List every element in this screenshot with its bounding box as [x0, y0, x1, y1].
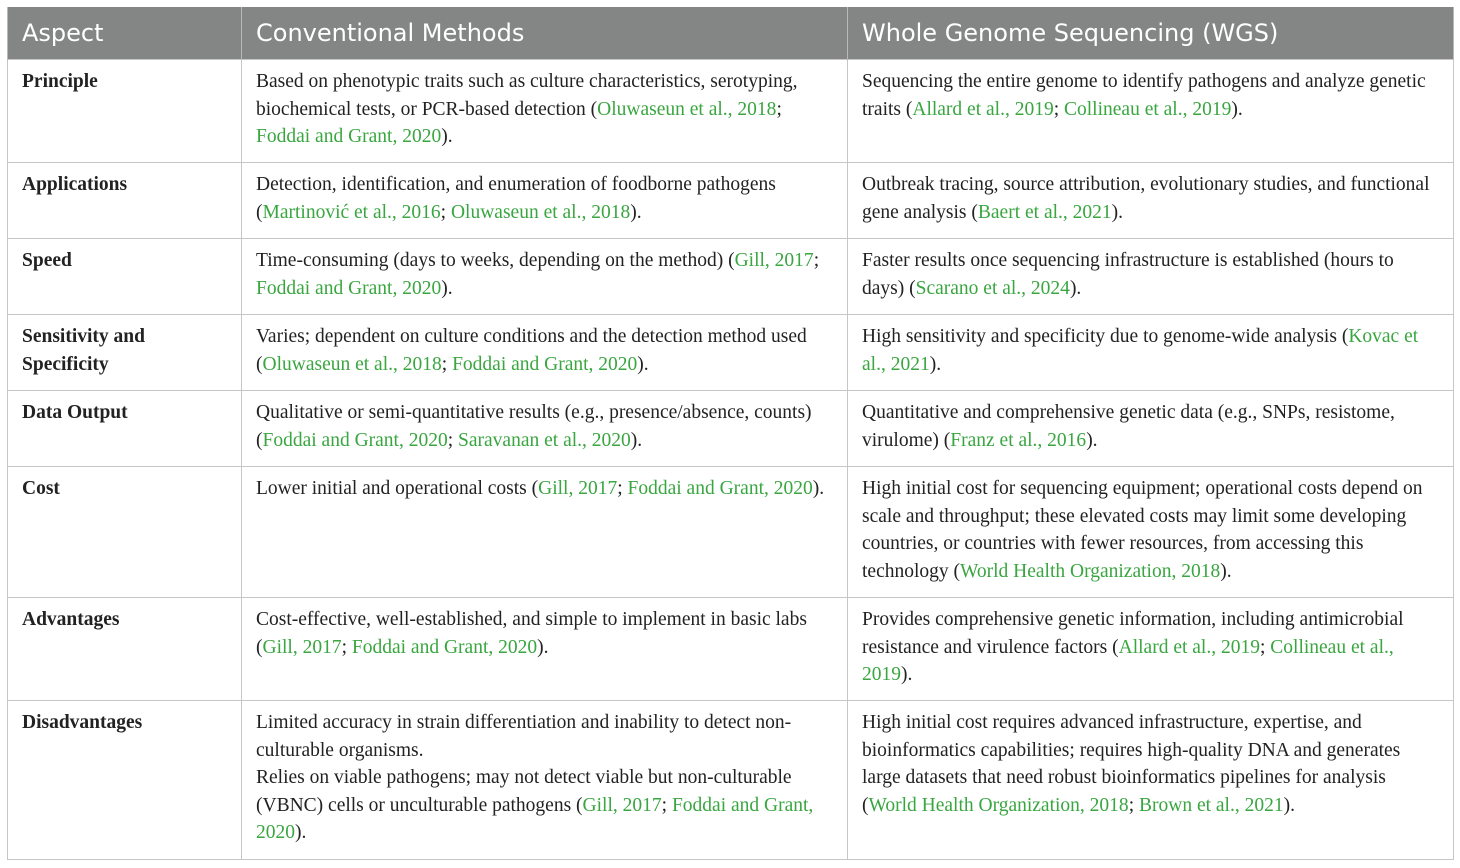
table-row: [8, 598, 1454, 701]
wgs-cell: Sequencing the entire genome to identify pathogens and analyze genetic traits (Allard et al., 2019; Collineau et al., 2019).: [848, 60, 1454, 163]
conventional-cell: Qualitative or semi-quantitative results (e.g., presence/absence, counts) (Foddai and Grant, 2020; Saravanan et al., 2020).: [242, 391, 848, 467]
aspect-cell: Principle: [8, 60, 242, 163]
citation-link[interactable]: Collineau et al., 2019: [862, 636, 1394, 686]
wgs-cell: Quantitative and comprehensive genetic data (e.g., SNPs, resistome, virulome) (Franz et al., 2016).: [848, 391, 1454, 467]
aspect-cell: Speed: [8, 239, 242, 315]
conventional-cell: Varies; dependent on culture conditions and the detection method used (Oluwaseun et al., 2018; Foddai and Grant, 2020).: [242, 315, 848, 391]
conventional-cell: Cost-effective, well-established, and simple to implement in basic labs (Gill, 2017; Foddai and Grant, 2020).: [242, 598, 848, 701]
table-row: [8, 239, 1454, 315]
citation-link[interactable]: Allard et al., 2019: [912, 98, 1054, 120]
citation-link[interactable]: Foddai and Grant, 2020: [256, 126, 442, 148]
table-row: [8, 467, 1454, 598]
citation-link[interactable]: Foddai and Grant, 2020: [351, 636, 538, 658]
table-row: [8, 701, 1454, 860]
citation-link[interactable]: Kovac et al., 2021: [862, 326, 1419, 375]
citation-link[interactable]: Martinović et al., 2016: [262, 201, 441, 223]
conventional-cell: Lower initial and operational costs (Gill, 2017; Foddai and Grant, 2020).: [242, 467, 848, 598]
table-row: [8, 163, 1454, 239]
header-wgs: Whole Genome Sequencing (WGS): [848, 7, 1454, 60]
citation-link[interactable]: Gill, 2017: [262, 636, 342, 658]
table-row: [8, 60, 1454, 163]
citation-link[interactable]: Baert et al., 2021: [977, 201, 1112, 223]
citation-link[interactable]: World Health Organization, 2018: [960, 560, 1221, 582]
aspect-cell: Cost: [8, 467, 242, 598]
citation-link[interactable]: Gill, 2017: [582, 794, 662, 816]
wgs-cell: High initial cost for sequencing equipment; operational costs depend on scale and throughput; these elevated costs may limit some developing countries, or countries with fewer resources, from accessing this technology (World Health Organization, 2018).: [848, 467, 1454, 598]
citation-link[interactable]: Allard et al., 2019: [1118, 636, 1260, 658]
header-row: [8, 7, 1454, 60]
wgs-cell: High initial cost requires advanced infrastructure, expertise, and bioinformatics capabilities; requires high-quality DNA and generates large datasets that need robust bioinformatics pipelines for analysis (World Health Organization, 2018; Brown et al., 2021).: [848, 701, 1454, 860]
citation-link[interactable]: World Health Organization, 2018: [868, 794, 1129, 816]
citation-link[interactable]: Foddai and Grant, 2020: [256, 794, 814, 844]
wgs-cell: High sensitivity and specificity due to genome-wide analysis (Kovac et al., 2021).: [848, 315, 1454, 391]
wgs-cell: Outbreak tracing, source attribution, evolutionary studies, and functional gene analysis (Baert et al., 2021).: [848, 163, 1454, 239]
citation-link[interactable]: Oluwaseun et al., 2018: [597, 98, 777, 120]
conventional-cell: Limited accuracy in strain differentiation and inability to detect non-culturable organisms. Relies on viable pathogens; may not detect viable but non-culturable (VBNC) cells or unculturable pathogens (Gill, 2017; Foddai and Grant, 2020).: [242, 701, 848, 860]
header-aspect: Aspect: [8, 7, 242, 60]
citation-link[interactable]: Foddai and Grant, 2020: [256, 277, 442, 299]
aspect-cell: Advantages: [8, 598, 242, 701]
citation-link[interactable]: Oluwaseun et al., 2018: [450, 201, 631, 223]
citation-link[interactable]: Gill, 2017: [538, 478, 618, 499]
citation-link[interactable]: Foddai and Grant, 2020: [262, 429, 448, 451]
table-row: [8, 391, 1454, 467]
citation-link[interactable]: Collineau et al., 2019: [1064, 98, 1232, 120]
citation-link[interactable]: Franz et al., 2016: [950, 429, 1087, 451]
conventional-cell: Based on phenotypic traits such as culture characteristics, serotyping, biochemical tests, or PCR-based detection (Oluwaseun et al., 2018; Foddai and Grant, 2020).: [242, 60, 848, 163]
aspect-cell: Disadvantages: [8, 701, 242, 860]
conventional-cell: Detection, identification, and enumeration of foodborne pathogens (Martinović et al., 2016; Oluwaseun et al., 2018).: [242, 163, 848, 239]
wgs-cell: Provides comprehensive genetic information, including antimicrobial resistance and virulence factors (Allard et al., 2019; Collineau et al., 2019).: [848, 598, 1454, 701]
citation-link[interactable]: Gill, 2017: [734, 250, 814, 271]
citation-link[interactable]: Scarano et al., 2024: [915, 277, 1070, 299]
table-row: [8, 315, 1454, 391]
citation-link[interactable]: Brown et al., 2021: [1138, 794, 1284, 816]
citation-link[interactable]: Saravanan et al., 2020: [458, 429, 631, 451]
wgs-cell: Faster results once sequencing infrastructure is established (hours to days) (Scarano et al., 2024).: [848, 239, 1454, 315]
aspect-cell: Applications: [8, 163, 242, 239]
comparison-table: [7, 7, 1454, 860]
conventional-cell: Time-consuming (days to weeks, depending on the method) (Gill, 2017; Foddai and Grant, 2020).: [242, 239, 848, 315]
citation-link[interactable]: Oluwaseun et al., 2018: [262, 353, 442, 375]
citation-link[interactable]: Foddai and Grant, 2020: [627, 478, 813, 499]
aspect-cell: Data Output: [8, 391, 242, 467]
citation-link[interactable]: Foddai and Grant, 2020: [452, 353, 638, 375]
header-conventional: Conventional Methods: [242, 7, 848, 60]
aspect-cell: Sensitivity and Specificity: [8, 315, 242, 391]
